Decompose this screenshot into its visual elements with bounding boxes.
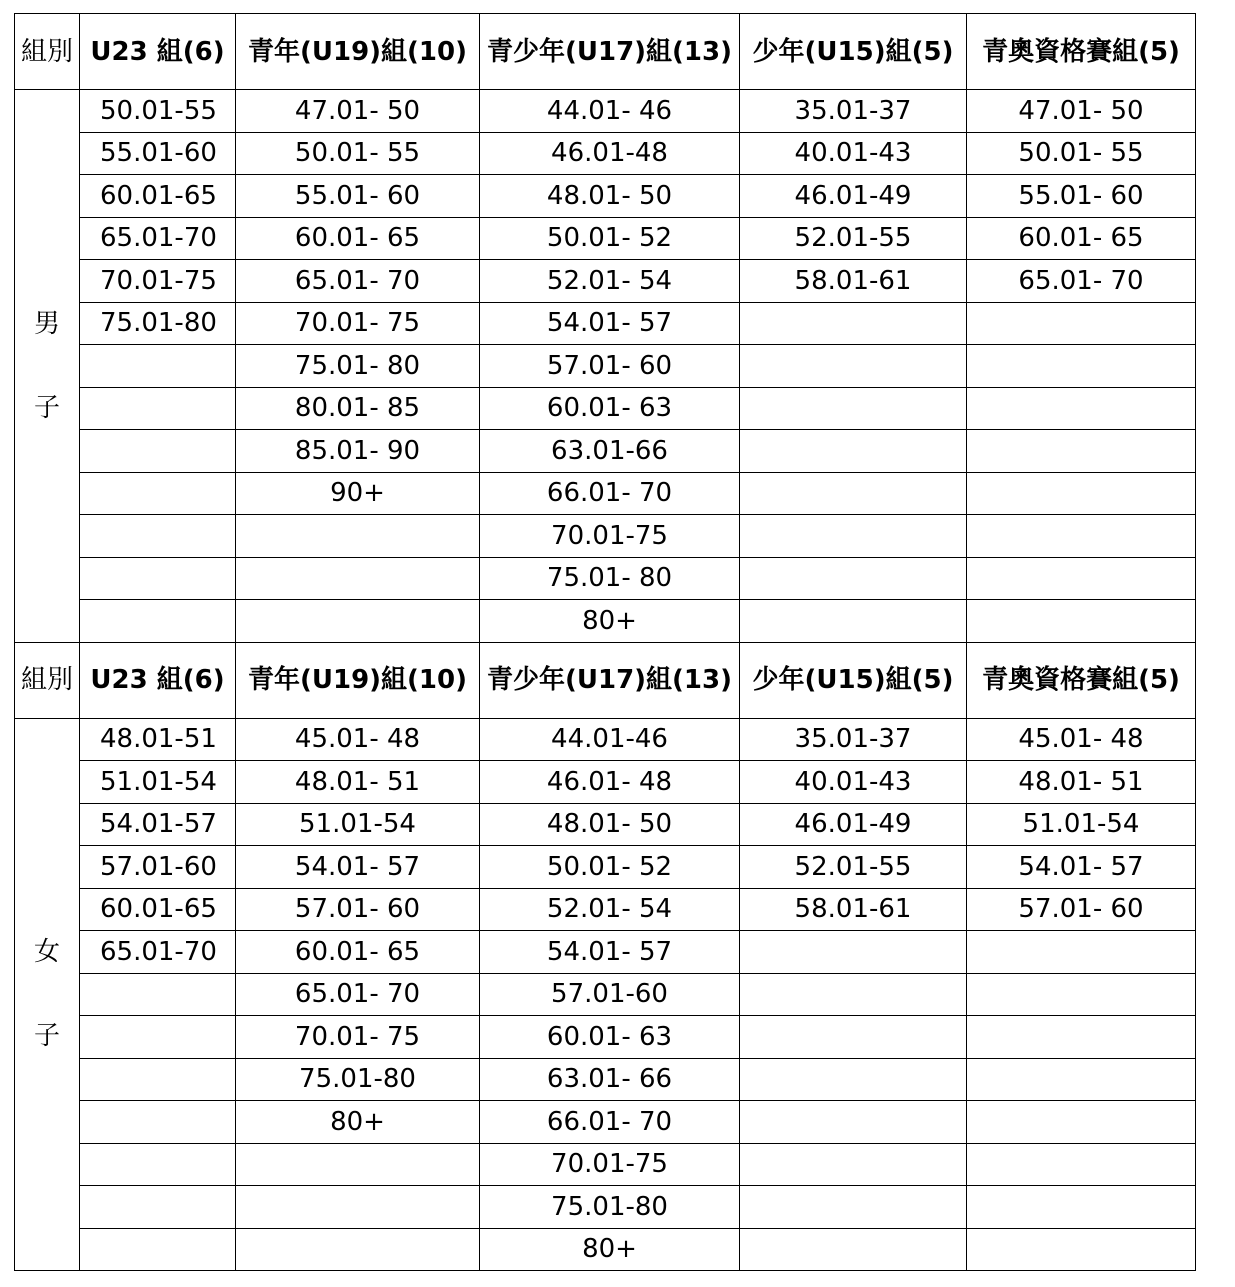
table-row	[15, 345, 1196, 388]
gender-char: 男	[33, 308, 60, 339]
weight-cell-u15	[740, 345, 967, 388]
weight-cell-u17: 80+	[480, 1228, 740, 1271]
weight-cell-yog	[967, 931, 1196, 974]
weight-cell-yog	[967, 387, 1196, 430]
weight-cell-u15	[740, 387, 967, 430]
table-row	[15, 260, 1196, 303]
weight-cell-u15	[740, 557, 967, 600]
weight-cell-u15: 52.01-55	[740, 217, 967, 260]
weight-cell-u23: 57.01-60	[80, 846, 236, 889]
weight-cell-u23: 51.01-54	[80, 761, 236, 804]
weight-cell-u15: 35.01-37	[740, 718, 967, 761]
table-row	[15, 1186, 1196, 1229]
weight-cell-u17: 60.01- 63	[480, 1016, 740, 1059]
weight-cell-u19: 57.01- 60	[236, 888, 480, 931]
weight-cell-yog	[967, 472, 1196, 515]
weight-cell-u17: 44.01- 46	[480, 90, 740, 133]
group-label-header: 組別	[15, 642, 80, 718]
weight-cell-u15	[740, 1101, 967, 1144]
weight-cell-u23	[80, 1186, 236, 1229]
weight-cell-u23	[80, 1058, 236, 1101]
weight-cell-u15: 35.01-37	[740, 90, 967, 133]
weight-cell-u17: 46.01-48	[480, 132, 740, 175]
weight-cell-u17: 66.01- 70	[480, 1101, 740, 1144]
weight-cell-u23: 65.01-70	[80, 931, 236, 974]
weight-cell-u15	[740, 1058, 967, 1101]
column-header-u23: U23 組(6)	[80, 642, 236, 718]
weight-cell-u19	[236, 600, 480, 643]
weight-cell-u23	[80, 430, 236, 473]
weight-cell-u15	[740, 1186, 967, 1229]
weight-cell-u19	[236, 1143, 480, 1186]
weight-cell-yog	[967, 1101, 1196, 1144]
table-row	[15, 973, 1196, 1016]
weight-cell-u19: 75.01- 80	[236, 345, 480, 388]
table-row	[15, 430, 1196, 473]
weight-cell-u17: 48.01- 50	[480, 175, 740, 218]
weight-cell-u19: 90+	[236, 472, 480, 515]
weight-cell-u19: 47.01- 50	[236, 90, 480, 133]
table-row	[15, 132, 1196, 175]
weight-cell-u17: 52.01- 54	[480, 888, 740, 931]
weight-cell-yog: 47.01- 50	[967, 90, 1196, 133]
weight-cell-yog: 50.01- 55	[967, 132, 1196, 175]
weight-cell-yog	[967, 1143, 1196, 1186]
weight-cell-yog	[967, 1016, 1196, 1059]
column-header-u15: 少年(U15)組(5)	[740, 14, 967, 90]
weight-cell-u15: 40.01-43	[740, 132, 967, 175]
weight-cell-u19: 55.01- 60	[236, 175, 480, 218]
table-row	[15, 931, 1196, 974]
weight-cell-u23	[80, 1143, 236, 1186]
weight-cell-u17: 75.01- 80	[480, 557, 740, 600]
table-row	[15, 472, 1196, 515]
weight-cell-u19: 60.01- 65	[236, 217, 480, 260]
weight-cell-u15	[740, 430, 967, 473]
weight-cell-u15	[740, 931, 967, 974]
weight-cell-u17: 50.01- 52	[480, 846, 740, 889]
weight-cell-yog: 57.01- 60	[967, 888, 1196, 931]
weight-cell-yog	[967, 345, 1196, 388]
weight-cell-u23: 54.01-57	[80, 803, 236, 846]
weight-cell-u23: 55.01-60	[80, 132, 236, 175]
column-header-u19: 青年(U19)組(10)	[236, 14, 480, 90]
table-row	[15, 888, 1196, 931]
weight-cell-u23	[80, 1101, 236, 1144]
weight-cell-u23	[80, 387, 236, 430]
table-row	[15, 387, 1196, 430]
weight-cell-yog	[967, 1186, 1196, 1229]
weight-cell-u17: 63.01-66	[480, 430, 740, 473]
weight-cell-yog	[967, 557, 1196, 600]
weight-cell-u17: 48.01- 50	[480, 803, 740, 846]
female-header-row	[15, 642, 1196, 718]
table-row	[15, 175, 1196, 218]
column-header-yog: 青奧資格賽組(5)	[967, 14, 1196, 90]
male-gender-label	[15, 90, 80, 643]
weight-cell-u17: 54.01- 57	[480, 302, 740, 345]
weight-cell-yog: 54.01- 57	[967, 846, 1196, 889]
weight-cell-u15	[740, 302, 967, 345]
weight-cell-u19: 75.01-80	[236, 1058, 480, 1101]
weight-cell-u19: 50.01- 55	[236, 132, 480, 175]
weight-cell-u15: 46.01-49	[740, 803, 967, 846]
column-header-u17: 青少年(U17)組(13)	[480, 14, 740, 90]
weight-cell-u17: 44.01-46	[480, 718, 740, 761]
weight-cell-u15: 40.01-43	[740, 761, 967, 804]
weight-cell-u15: 58.01-61	[740, 260, 967, 303]
weight-cell-u17: 46.01- 48	[480, 761, 740, 804]
weight-cell-u17: 60.01- 63	[480, 387, 740, 430]
table-row	[15, 557, 1196, 600]
weight-cell-u15	[740, 515, 967, 558]
weight-cell-yog	[967, 973, 1196, 1016]
table-row	[15, 302, 1196, 345]
column-header-u23: U23 組(6)	[80, 14, 236, 90]
weight-cell-yog: 51.01-54	[967, 803, 1196, 846]
weight-cell-u19	[236, 1186, 480, 1229]
table-row	[15, 217, 1196, 260]
column-header-u15: 少年(U15)組(5)	[740, 642, 967, 718]
table-row	[15, 1143, 1196, 1186]
weight-cell-u19: 54.01- 57	[236, 846, 480, 889]
weight-cell-u23: 48.01-51	[80, 718, 236, 761]
weight-cell-u17: 63.01- 66	[480, 1058, 740, 1101]
weight-cell-u15: 52.01-55	[740, 846, 967, 889]
weight-cell-u17: 70.01-75	[480, 515, 740, 558]
gender-char: 子	[33, 392, 60, 423]
table-row	[15, 846, 1196, 889]
table-row	[15, 761, 1196, 804]
weight-cell-yog	[967, 1058, 1196, 1101]
weight-cell-u19: 60.01- 65	[236, 931, 480, 974]
weight-cell-u15: 58.01-61	[740, 888, 967, 931]
weight-cell-yog: 60.01- 65	[967, 217, 1196, 260]
weight-cell-u23	[80, 515, 236, 558]
weight-cell-u19	[236, 1228, 480, 1271]
gender-char: 女	[33, 937, 60, 968]
weight-cell-u19: 65.01- 70	[236, 973, 480, 1016]
table-row	[15, 515, 1196, 558]
table-row	[15, 803, 1196, 846]
table-row	[15, 600, 1196, 643]
weight-cell-u23	[80, 1016, 236, 1059]
weight-cell-u23: 75.01-80	[80, 302, 236, 345]
weight-cell-yog	[967, 302, 1196, 345]
table-row	[15, 1016, 1196, 1059]
column-header-u17: 青少年(U17)組(13)	[480, 642, 740, 718]
weight-cell-u15	[740, 1143, 967, 1186]
weight-cell-u23: 50.01-55	[80, 90, 236, 133]
weight-cell-u19: 65.01- 70	[236, 260, 480, 303]
weight-cell-u23	[80, 973, 236, 1016]
weight-cell-u23: 70.01-75	[80, 260, 236, 303]
column-header-yog: 青奧資格賽組(5)	[967, 642, 1196, 718]
weight-cell-u23	[80, 472, 236, 515]
weight-cell-yog: 48.01- 51	[967, 761, 1196, 804]
weight-cell-u19: 45.01- 48	[236, 718, 480, 761]
table-row	[15, 90, 1196, 133]
weight-cell-u15	[740, 1228, 967, 1271]
weight-cell-yog: 65.01- 70	[967, 260, 1196, 303]
weight-cell-u15	[740, 472, 967, 515]
weight-cell-u15	[740, 973, 967, 1016]
weight-cell-u17: 54.01- 57	[480, 931, 740, 974]
weight-cell-u19: 70.01- 75	[236, 1016, 480, 1059]
weight-cell-yog	[967, 1228, 1196, 1271]
weight-cell-u23: 60.01-65	[80, 888, 236, 931]
weight-cell-u17: 70.01-75	[480, 1143, 740, 1186]
weight-cell-u19	[236, 515, 480, 558]
weight-cell-u19: 85.01- 90	[236, 430, 480, 473]
group-label-header: 組別	[15, 14, 80, 90]
weight-cell-u17: 50.01- 52	[480, 217, 740, 260]
weight-cell-u15	[740, 1016, 967, 1059]
weight-cell-u19: 70.01- 75	[236, 302, 480, 345]
weight-cell-u19: 80+	[236, 1101, 480, 1144]
weight-cell-u17: 80+	[480, 600, 740, 643]
weight-cell-u15	[740, 600, 967, 643]
gender-char: 子	[33, 1021, 60, 1052]
table-row	[15, 718, 1196, 761]
column-header-u19: 青年(U19)組(10)	[236, 642, 480, 718]
weight-cell-u23	[80, 345, 236, 388]
weight-cell-u17: 52.01- 54	[480, 260, 740, 303]
weight-cell-u15: 46.01-49	[740, 175, 967, 218]
weight-cell-u17: 57.01-60	[480, 973, 740, 1016]
weight-cell-u19: 51.01-54	[236, 803, 480, 846]
male-header-row	[15, 14, 1196, 90]
weight-cell-yog	[967, 600, 1196, 643]
weight-class-table	[14, 13, 1196, 1271]
weight-cell-u17: 66.01- 70	[480, 472, 740, 515]
weight-cell-u17: 75.01-80	[480, 1186, 740, 1229]
weight-cell-u17: 57.01- 60	[480, 345, 740, 388]
weight-cell-u23: 60.01-65	[80, 175, 236, 218]
weight-cell-yog: 55.01- 60	[967, 175, 1196, 218]
weight-cell-u23	[80, 557, 236, 600]
weight-cell-u23: 65.01-70	[80, 217, 236, 260]
table-row	[15, 1101, 1196, 1144]
weight-cell-yog	[967, 430, 1196, 473]
table-row	[15, 1228, 1196, 1271]
weight-class-table-body	[15, 14, 1196, 1271]
weight-cell-yog: 45.01- 48	[967, 718, 1196, 761]
female-gender-label	[15, 718, 80, 1271]
weight-cell-u19	[236, 557, 480, 600]
weight-cell-u19: 48.01- 51	[236, 761, 480, 804]
weight-cell-yog	[967, 515, 1196, 558]
table-row	[15, 1058, 1196, 1101]
weight-cell-u23	[80, 1228, 236, 1271]
weight-cell-u19: 80.01- 85	[236, 387, 480, 430]
weight-cell-u23	[80, 600, 236, 643]
